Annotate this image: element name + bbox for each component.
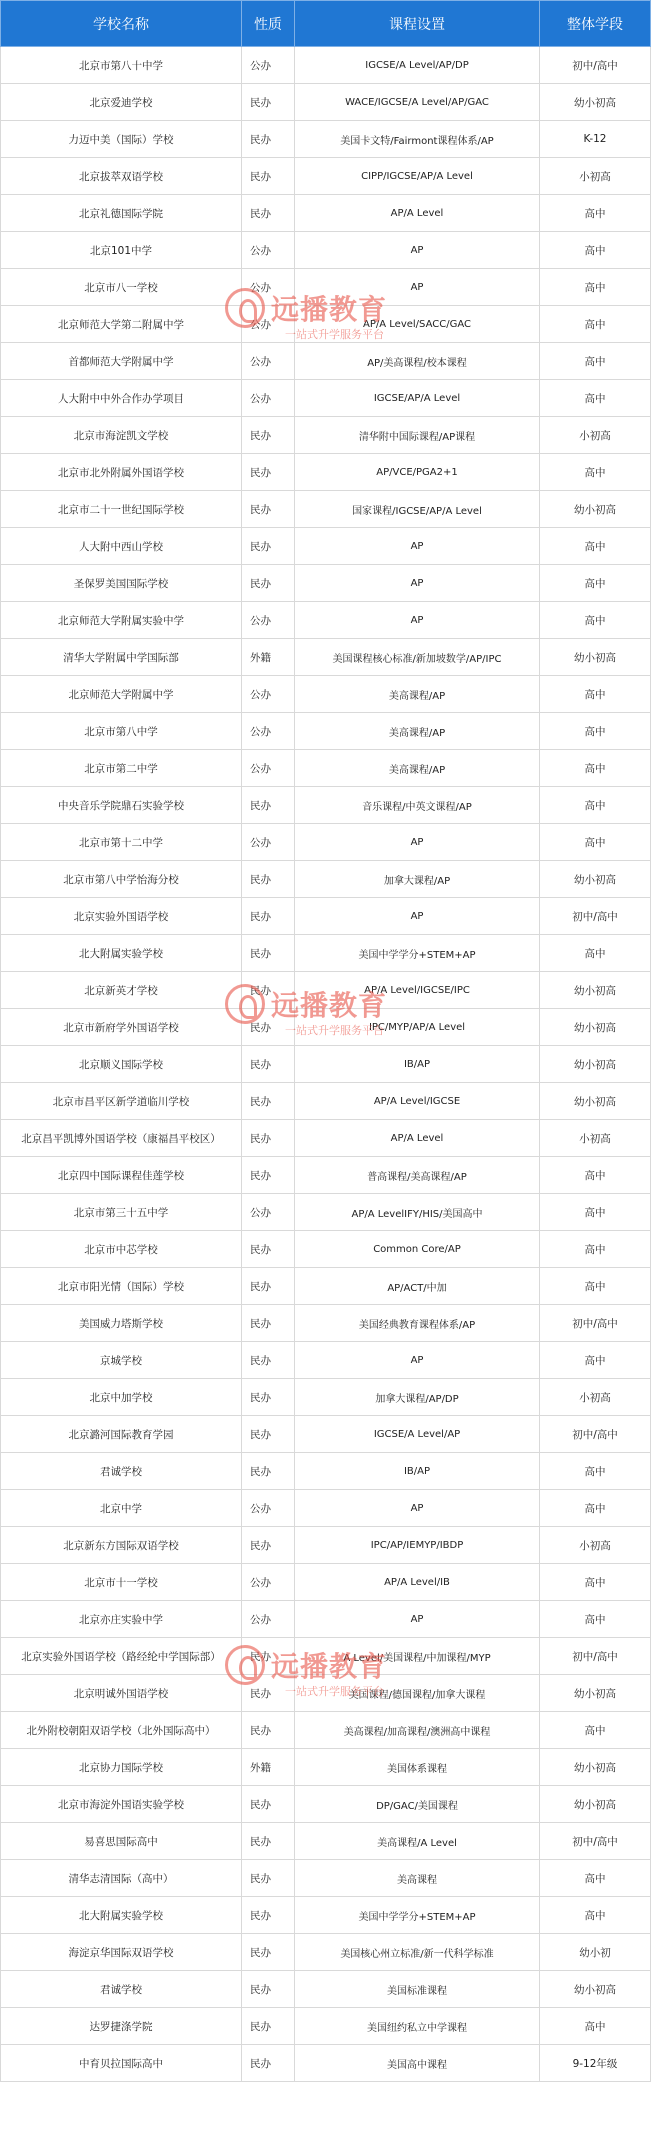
cell-curriculum: 美高课程/AP <box>295 713 540 750</box>
cell-curriculum: 美高课程/加高课程/澳洲高中课程 <box>295 1712 540 1749</box>
cell-curriculum: WACE/IGCSE/A Level/AP/GAC <box>295 84 540 121</box>
cell-type: 民办 <box>242 1638 295 1675</box>
cell-school-name: 北京昌平凯博外国语学校（康福昌平校区） <box>1 1120 242 1157</box>
table-row <box>1 713 651 750</box>
cell-school-name: 北京市十一学校 <box>1 1564 242 1601</box>
table-row <box>1 565 651 602</box>
cell-stage: 幼小初高 <box>540 972 651 1009</box>
table-row <box>1 972 651 1009</box>
cell-type: 民办 <box>242 787 295 824</box>
cell-curriculum: 普高课程/美高课程/AP <box>295 1157 540 1194</box>
cell-type: 民办 <box>242 935 295 972</box>
table-row <box>1 1194 651 1231</box>
cell-type: 民办 <box>242 565 295 602</box>
table-row <box>1 1120 651 1157</box>
cell-type: 民办 <box>242 1675 295 1712</box>
cell-school-name: 北京市第八十中学 <box>1 47 242 84</box>
cell-stage: 幼小初高 <box>540 639 651 676</box>
cell-stage: 高中 <box>540 824 651 861</box>
table-row <box>1 380 651 417</box>
cell-curriculum: 美国标准课程 <box>295 1971 540 2008</box>
cell-type: 民办 <box>242 121 295 158</box>
cell-type: 公办 <box>242 602 295 639</box>
table-header <box>1 1 651 47</box>
table-row <box>1 491 651 528</box>
cell-stage: 初中/高中 <box>540 47 651 84</box>
cell-type: 民办 <box>242 1120 295 1157</box>
cell-type: 公办 <box>242 47 295 84</box>
cell-stage: 幼小初高 <box>540 1675 651 1712</box>
cell-type: 民办 <box>242 1157 295 1194</box>
cell-type: 民办 <box>242 1379 295 1416</box>
cell-type: 公办 <box>242 343 295 380</box>
cell-curriculum: AP/ACT/中加 <box>295 1268 540 1305</box>
table-row <box>1 343 651 380</box>
cell-stage: 高中 <box>540 1601 651 1638</box>
cell-school-name: 北京市八一学校 <box>1 269 242 306</box>
cell-curriculum: AP <box>295 565 540 602</box>
cell-stage: 高中 <box>540 195 651 232</box>
cell-type: 民办 <box>242 417 295 454</box>
cell-school-name: 北京实验外国语学校（路经纶中学国际部） <box>1 1638 242 1675</box>
cell-school-name: 北京市新府学外国语学校 <box>1 1009 242 1046</box>
cell-type: 民办 <box>242 528 295 565</box>
cell-school-name: 北京新英才学校 <box>1 972 242 1009</box>
cell-type: 民办 <box>242 898 295 935</box>
table-row <box>1 269 651 306</box>
cell-stage: 幼小初高 <box>540 1971 651 2008</box>
table-row <box>1 1490 651 1527</box>
cell-school-name: 北京明诚外国语学校 <box>1 1675 242 1712</box>
cell-curriculum: 清华附中国际课程/AP课程 <box>295 417 540 454</box>
cell-stage: 高中 <box>540 1712 651 1749</box>
cell-curriculum: 加拿大课程/AP/DP <box>295 1379 540 1416</box>
cell-type: 公办 <box>242 824 295 861</box>
cell-curriculum: AP/A Level/SACC/GAC <box>295 306 540 343</box>
cell-stage: 初中/高中 <box>540 1305 651 1342</box>
cell-type: 公办 <box>242 1490 295 1527</box>
cell-school-name: 北京顺义国际学校 <box>1 1046 242 1083</box>
cell-curriculum: 美国高中课程 <box>295 2045 540 2082</box>
table-row <box>1 1231 651 1268</box>
cell-school-name: 海淀京华国际双语学校 <box>1 1934 242 1971</box>
table-row <box>1 1416 651 1453</box>
cell-type: 民办 <box>242 1342 295 1379</box>
table-row <box>1 1046 651 1083</box>
cell-type: 公办 <box>242 750 295 787</box>
table-row <box>1 1527 651 1564</box>
table-row <box>1 1564 651 1601</box>
cell-type: 公办 <box>242 380 295 417</box>
table-row <box>1 47 651 84</box>
cell-school-name: 人大附中中外合作办学项目 <box>1 380 242 417</box>
cell-school-name: 君诚学校 <box>1 1453 242 1490</box>
cell-school-name: 北京中加学校 <box>1 1379 242 1416</box>
cell-curriculum: IB/AP <box>295 1453 540 1490</box>
cell-stage: 小初高 <box>540 1120 651 1157</box>
table-row <box>1 1601 651 1638</box>
table-row <box>1 1305 651 1342</box>
cell-type: 公办 <box>242 306 295 343</box>
cell-curriculum: 美国经典教育课程体系/AP <box>295 1305 540 1342</box>
cell-curriculum: AP <box>295 1342 540 1379</box>
table-row <box>1 1379 651 1416</box>
cell-school-name: 人大附中西山学校 <box>1 528 242 565</box>
table-row <box>1 2045 651 2082</box>
cell-stage: 幼小初 <box>540 1934 651 1971</box>
table-row <box>1 2008 651 2045</box>
cell-school-name: 清华大学附属中学国际部 <box>1 639 242 676</box>
table-row <box>1 1009 651 1046</box>
table-row <box>1 1157 651 1194</box>
cell-curriculum: AP <box>295 1490 540 1527</box>
cell-school-name: 北京新东方国际双语学校 <box>1 1527 242 1564</box>
table-row <box>1 861 651 898</box>
cell-school-name: 北京市第八中学 <box>1 713 242 750</box>
cell-type: 民办 <box>242 1305 295 1342</box>
cell-school-name: 北京实验外国语学校 <box>1 898 242 935</box>
cell-stage: 高中 <box>540 1194 651 1231</box>
table-row <box>1 417 651 454</box>
cell-curriculum: 加拿大课程/AP <box>295 861 540 898</box>
table-row <box>1 1712 651 1749</box>
cell-type: 民办 <box>242 1009 295 1046</box>
cell-stage: 小初高 <box>540 158 651 195</box>
cell-stage: K-12 <box>540 121 651 158</box>
cell-stage: 高中 <box>540 1860 651 1897</box>
cell-stage: 高中 <box>540 935 651 972</box>
cell-curriculum: 美高课程/AP <box>295 750 540 787</box>
cell-stage: 高中 <box>540 1453 651 1490</box>
cell-school-name: 北京市海淀凯文学校 <box>1 417 242 454</box>
table-row <box>1 1823 651 1860</box>
cell-stage: 高中 <box>540 713 651 750</box>
cell-curriculum: AP/A Level <box>295 1120 540 1157</box>
cell-type: 公办 <box>242 1564 295 1601</box>
cell-stage: 小初高 <box>540 1527 651 1564</box>
table-row <box>1 158 651 195</box>
cell-curriculum: 美国核心州立标准/新一代科学标准 <box>295 1934 540 1971</box>
cell-curriculum: AP/VCE/PGA2+1 <box>295 454 540 491</box>
cell-curriculum: 美国中学学分+STEM+AP <box>295 935 540 972</box>
cell-school-name: 北京市中芯学校 <box>1 1231 242 1268</box>
cell-stage: 幼小初高 <box>540 1786 651 1823</box>
cell-curriculum: 美高课程/AP <box>295 676 540 713</box>
cell-stage: 高中 <box>540 1490 651 1527</box>
cell-stage: 幼小初高 <box>540 861 651 898</box>
cell-type: 民办 <box>242 1416 295 1453</box>
cell-type: 公办 <box>242 269 295 306</box>
cell-type: 民办 <box>242 1268 295 1305</box>
cell-school-name: 北京市第三十五中学 <box>1 1194 242 1231</box>
cell-type: 民办 <box>242 1083 295 1120</box>
cell-stage: 幼小初高 <box>540 491 651 528</box>
cell-curriculum: Common Core/AP <box>295 1231 540 1268</box>
cell-stage: 初中/高中 <box>540 1823 651 1860</box>
cell-curriculum: AP <box>295 898 540 935</box>
watermark-tagline: 一站式升学服务平台 <box>285 328 384 341</box>
cell-school-name: 北京市二十一世纪国际学校 <box>1 491 242 528</box>
cell-type: 民办 <box>242 861 295 898</box>
cell-curriculum: 美国纽约私立中学课程 <box>295 2008 540 2045</box>
table-row <box>1 1860 651 1897</box>
cell-stage: 高中 <box>540 750 651 787</box>
cell-curriculum: 美国课程/德国课程/加拿大课程 <box>295 1675 540 1712</box>
cell-type: 民办 <box>242 1934 295 1971</box>
cell-school-name: 首都师范大学附属中学 <box>1 343 242 380</box>
cell-stage: 高中 <box>540 343 651 380</box>
cell-curriculum: AP/A Level/IB <box>295 1564 540 1601</box>
cell-stage: 高中 <box>540 528 651 565</box>
cell-type: 民办 <box>242 1453 295 1490</box>
cell-curriculum: 美国体系课程 <box>295 1749 540 1786</box>
cell-school-name: 北京亦庄实验中学 <box>1 1601 242 1638</box>
table-row <box>1 306 651 343</box>
cell-type: 民办 <box>242 454 295 491</box>
cell-type: 民办 <box>242 1046 295 1083</box>
cell-stage: 幼小初高 <box>540 1749 651 1786</box>
cell-stage: 高中 <box>540 232 651 269</box>
table-row <box>1 824 651 861</box>
cell-curriculum: 音乐课程/中英文课程/AP <box>295 787 540 824</box>
table-row <box>1 1342 651 1379</box>
cell-stage: 小初高 <box>540 417 651 454</box>
cell-type: 民办 <box>242 2008 295 2045</box>
cell-stage: 高中 <box>540 1268 651 1305</box>
cell-school-name: 易喜思国际高中 <box>1 1823 242 1860</box>
cell-school-name: 北京协力国际学校 <box>1 1749 242 1786</box>
header-stage: 整体学段 <box>540 1 651 47</box>
cell-curriculum: AP <box>295 602 540 639</box>
cell-school-name: 北京101中学 <box>1 232 242 269</box>
cell-stage: 高中 <box>540 1564 651 1601</box>
cell-curriculum: AP/A Level <box>295 195 540 232</box>
cell-type: 公办 <box>242 232 295 269</box>
cell-school-name: 北大附属实验学校 <box>1 1897 242 1934</box>
table-row <box>1 898 651 935</box>
cell-stage: 高中 <box>540 1897 651 1934</box>
cell-stage: 小初高 <box>540 1379 651 1416</box>
cell-stage: 高中 <box>540 2008 651 2045</box>
cell-type: 民办 <box>242 84 295 121</box>
cell-curriculum: 美国卡文特/Fairmont课程体系/AP <box>295 121 540 158</box>
table-row <box>1 639 651 676</box>
cell-type: 民办 <box>242 1897 295 1934</box>
cell-school-name: 京城学校 <box>1 1342 242 1379</box>
watermark-brand: 远播教育 <box>271 989 388 1022</box>
table-body <box>1 47 651 2082</box>
table-row <box>1 121 651 158</box>
cell-school-name: 北京爱迪学校 <box>1 84 242 121</box>
cell-stage: 高中 <box>540 454 651 491</box>
table-row <box>1 195 651 232</box>
cell-stage: 高中 <box>540 787 651 824</box>
cell-type: 民办 <box>242 972 295 1009</box>
watermark-tagline: 一站式升学服务平台 <box>285 1024 384 1037</box>
cell-school-name: 美国威力塔斯学校 <box>1 1305 242 1342</box>
cell-curriculum: AP/A LevelIFY/HIS/美国高中 <box>295 1194 540 1231</box>
cell-type: 民办 <box>242 1786 295 1823</box>
table-row <box>1 676 651 713</box>
cell-school-name: 君诚学校 <box>1 1971 242 2008</box>
cell-school-name: 达罗捷涤学院 <box>1 2008 242 2045</box>
cell-school-name: 北京拔萃双语学校 <box>1 158 242 195</box>
table-row <box>1 1083 651 1120</box>
cell-type: 公办 <box>242 676 295 713</box>
cell-curriculum: AP <box>295 824 540 861</box>
cell-curriculum: AP/A Level/IGCSE <box>295 1083 540 1120</box>
watermark-brand: 远播教育 <box>271 293 388 326</box>
cell-school-name: 北京四中国际课程佳莲学校 <box>1 1157 242 1194</box>
cell-school-name: 清华志清国际（高中） <box>1 1860 242 1897</box>
cell-curriculum: 美高课程/A Level <box>295 1823 540 1860</box>
cell-school-name: 北京师范大学附属实验中学 <box>1 602 242 639</box>
cell-school-name: 北京市第八中学怡海分校 <box>1 861 242 898</box>
cell-school-name: 力迈中美（国际）学校 <box>1 121 242 158</box>
header-school-name: 学校名称 <box>1 1 242 47</box>
cell-stage: 幼小初高 <box>540 1046 651 1083</box>
table-row <box>1 1897 651 1934</box>
cell-stage: 高中 <box>540 1231 651 1268</box>
table-row <box>1 454 651 491</box>
cell-curriculum: 美高课程 <box>295 1860 540 1897</box>
cell-curriculum: IGCSE/A Level/AP/DP <box>295 47 540 84</box>
cell-stage: 幼小初高 <box>540 1009 651 1046</box>
cell-curriculum: IB/AP <box>295 1046 540 1083</box>
cell-school-name: 北京中学 <box>1 1490 242 1527</box>
table-row <box>1 1638 651 1675</box>
cell-curriculum: 美国课程核心标准/新加坡数学/AP/IPC <box>295 639 540 676</box>
cell-curriculum: AP/A Level/IGCSE/IPC <box>295 972 540 1009</box>
table-row <box>1 1268 651 1305</box>
table-row <box>1 84 651 121</box>
cell-stage: 初中/高中 <box>540 1416 651 1453</box>
cell-type: 民办 <box>242 1860 295 1897</box>
cell-school-name: 北京潞河国际教育学园 <box>1 1416 242 1453</box>
cell-school-name: 北京师范大学第二附属中学 <box>1 306 242 343</box>
cell-curriculum: IPC/MYP/AP/A Level <box>295 1009 540 1046</box>
cell-school-name: 中育贝拉国际高中 <box>1 2045 242 2082</box>
cell-stage: 高中 <box>540 306 651 343</box>
cell-school-name: 北京市北外附属外国语学校 <box>1 454 242 491</box>
cell-curriculum: 国家课程/IGCSE/AP/A Level <box>295 491 540 528</box>
cell-curriculum: A Level/美国课程/中加课程/MYP <box>295 1638 540 1675</box>
cell-type: 公办 <box>242 1194 295 1231</box>
cell-stage: 初中/高中 <box>540 898 651 935</box>
cell-school-name: 北京市海淀外国语实验学校 <box>1 1786 242 1823</box>
cell-type: 民办 <box>242 1712 295 1749</box>
cell-school-name: 北京市阳光情（国际）学校 <box>1 1268 242 1305</box>
table-row <box>1 1675 651 1712</box>
cell-curriculum: DP/GAC/美国课程 <box>295 1786 540 1823</box>
cell-school-name: 北外附校朝阳双语学校（北外国际高中） <box>1 1712 242 1749</box>
cell-curriculum: AP/美高课程/校本课程 <box>295 343 540 380</box>
cell-school-name: 北大附属实验学校 <box>1 935 242 972</box>
cell-stage: 9-12年级 <box>540 2045 651 2082</box>
table-row <box>1 1971 651 2008</box>
watermark-brand: 远播教育 <box>271 1650 388 1683</box>
cell-type: 民办 <box>242 1971 295 2008</box>
cell-type: 民办 <box>242 1231 295 1268</box>
cell-curriculum: CIPP/IGCSE/AP/A Level <box>295 158 540 195</box>
cell-curriculum: AP <box>295 528 540 565</box>
cell-school-name: 北京师范大学附属中学 <box>1 676 242 713</box>
cell-stage: 幼小初高 <box>540 1083 651 1120</box>
table-row <box>1 602 651 639</box>
cell-curriculum: AP <box>295 232 540 269</box>
cell-type: 民办 <box>242 1823 295 1860</box>
cell-stage: 高中 <box>540 269 651 306</box>
cell-school-name: 北京市昌平区新学道临川学校 <box>1 1083 242 1120</box>
cell-stage: 高中 <box>540 1157 651 1194</box>
table-row <box>1 787 651 824</box>
table-row <box>1 1749 651 1786</box>
header-row <box>1 1 651 47</box>
cell-school-name: 中央音乐学院鼎石实验学校 <box>1 787 242 824</box>
table-row <box>1 528 651 565</box>
cell-school-name: 北京市第十二中学 <box>1 824 242 861</box>
cell-school-name: 北京礼德国际学院 <box>1 195 242 232</box>
table-row <box>1 1453 651 1490</box>
cell-type: 公办 <box>242 1601 295 1638</box>
cell-school-name: 北京市第二中学 <box>1 750 242 787</box>
cell-stage: 高中 <box>540 676 651 713</box>
watermark-tagline: 一站式升学服务平台 <box>285 1685 384 1698</box>
cell-type: 公办 <box>242 713 295 750</box>
cell-school-name: 圣保罗美国国际学校 <box>1 565 242 602</box>
cell-type: 民办 <box>242 1527 295 1564</box>
cell-type: 民办 <box>242 2045 295 2082</box>
table-row <box>1 935 651 972</box>
cell-stage: 初中/高中 <box>540 1638 651 1675</box>
cell-stage: 高中 <box>540 602 651 639</box>
header-curriculum: 课程设置 <box>295 1 540 47</box>
cell-type: 外籍 <box>242 1749 295 1786</box>
cell-curriculum: IGCSE/AP/A Level <box>295 380 540 417</box>
cell-type: 民办 <box>242 491 295 528</box>
table-row <box>1 1786 651 1823</box>
table-row <box>1 750 651 787</box>
cell-type: 民办 <box>242 195 295 232</box>
cell-stage: 高中 <box>540 380 651 417</box>
cell-curriculum: AP <box>295 269 540 306</box>
cell-type: 外籍 <box>242 639 295 676</box>
cell-type: 民办 <box>242 158 295 195</box>
cell-curriculum: 美国中学学分+STEM+AP <box>295 1897 540 1934</box>
cell-curriculum: AP <box>295 1601 540 1638</box>
cell-stage: 高中 <box>540 1342 651 1379</box>
table-row <box>1 232 651 269</box>
cell-curriculum: IPC/AP/IEMYP/IBDP <box>295 1527 540 1564</box>
cell-stage: 幼小初高 <box>540 84 651 121</box>
table-row <box>1 1934 651 1971</box>
cell-stage: 高中 <box>540 565 651 602</box>
header-type: 性质 <box>242 1 295 47</box>
cell-curriculum: IGCSE/A Level/AP <box>295 1416 540 1453</box>
